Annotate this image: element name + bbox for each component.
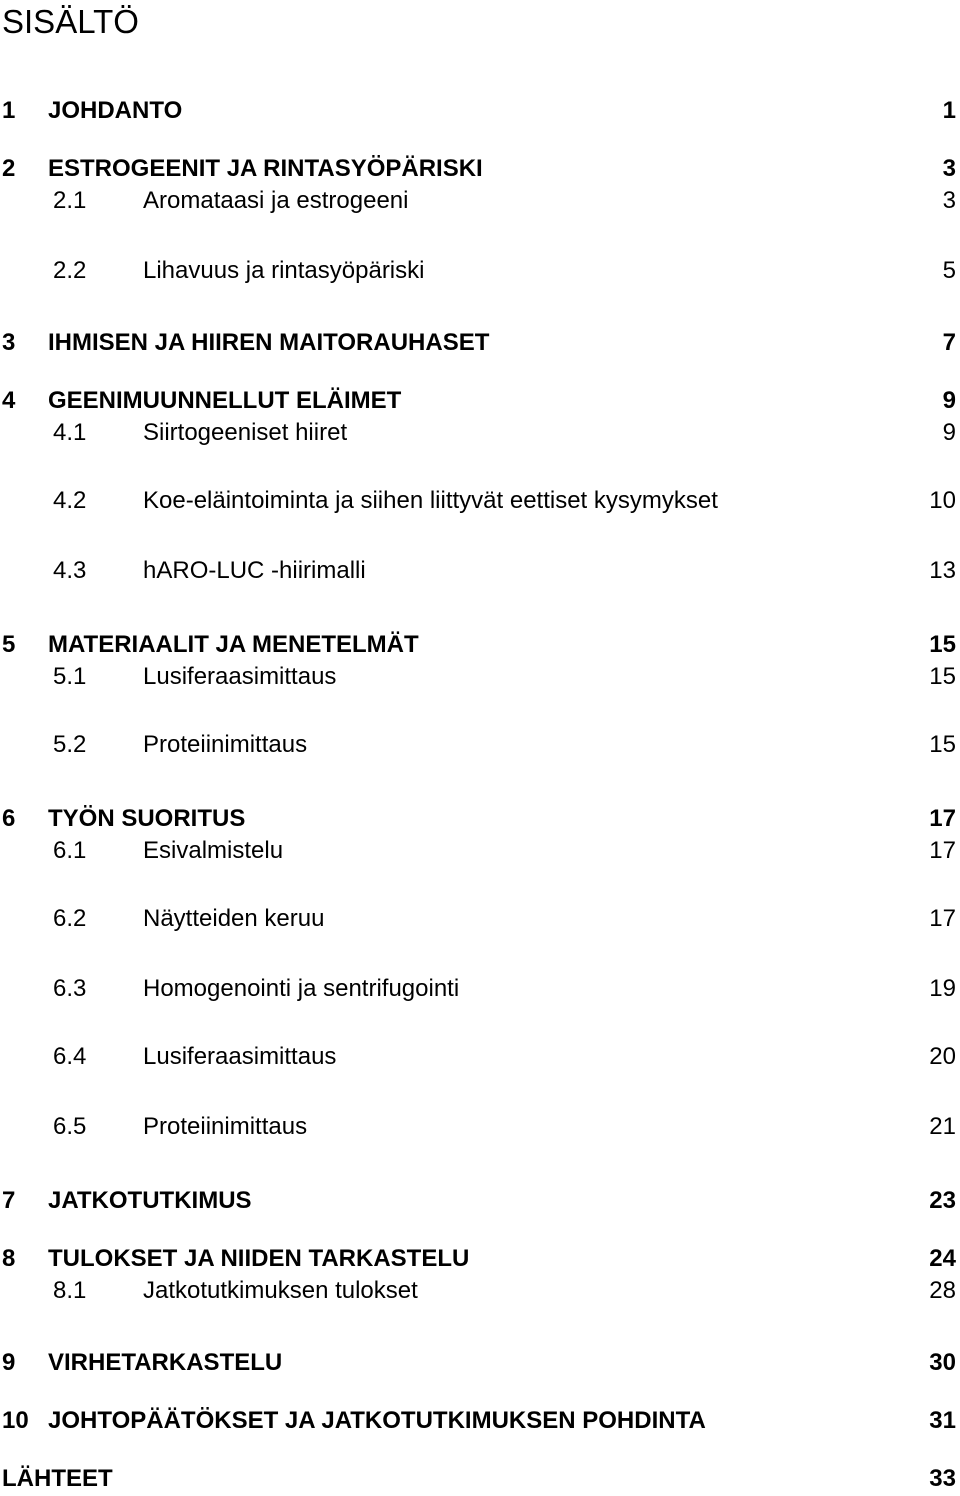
toc-entry-page-number: 17 bbox=[929, 805, 956, 832]
toc-entry-title: JOHDANTO bbox=[48, 97, 183, 124]
toc-entry-title: JATKOTUTKIMUS bbox=[48, 1187, 252, 1214]
toc-entry-number: 2.2 bbox=[53, 257, 87, 284]
toc-entry-title: hARO-LUC -hiirimalli bbox=[143, 557, 366, 584]
toc-entry-title: LÄHTEET bbox=[2, 1465, 113, 1492]
toc-entry-title: Jatkotutkimuksen tulokset bbox=[143, 1277, 418, 1304]
toc-entry-number: 4.1 bbox=[53, 419, 87, 446]
toc-entry-page-number: 15 bbox=[929, 663, 956, 690]
toc-entry-page-number: 28 bbox=[929, 1277, 956, 1304]
toc-entry-page-number: 15 bbox=[929, 731, 956, 758]
toc-entry-number: 5 bbox=[2, 631, 16, 658]
toc-entry-title: Koe-eläintoiminta ja siihen liittyvät eettiset kysymykset bbox=[143, 487, 718, 514]
toc-entry-page-number: 19 bbox=[929, 975, 956, 1002]
toc-entry-page-number: 31 bbox=[929, 1407, 956, 1434]
toc-chapter-entry[interactable] bbox=[0, 326, 956, 360]
toc-entry-title: Esivalmistelu bbox=[143, 837, 284, 864]
toc-entry-title: TYÖN SUORITUS bbox=[48, 805, 246, 832]
toc-entry-page-number: 20 bbox=[929, 1043, 956, 1070]
toc-entry-title: Näytteiden keruu bbox=[143, 905, 325, 932]
toc-section-entry[interactable] bbox=[0, 1040, 956, 1074]
toc-chapter-entry[interactable] bbox=[0, 1242, 956, 1276]
toc-entry-number: 7 bbox=[2, 1187, 16, 1214]
toc-entry-title: Proteiinimittaus bbox=[143, 1113, 308, 1140]
toc-entry-number: 3 bbox=[2, 329, 16, 356]
toc-entry-title: Lusiferaasimittaus bbox=[143, 1043, 337, 1070]
toc-entry-number: 8 bbox=[2, 1245, 16, 1272]
toc-entry-title: Lihavuus ja rintasyöpäriski bbox=[143, 257, 425, 284]
toc-entry-page-number: 21 bbox=[929, 1113, 956, 1140]
toc-entry-number: 4.3 bbox=[53, 557, 87, 584]
toc-entry-number: 1 bbox=[2, 97, 16, 124]
toc-entry-page-number: 1 bbox=[942, 97, 956, 124]
toc-entry-title: Homogenointi ja sentrifugointi bbox=[143, 975, 460, 1002]
toc-entry-number: 6.1 bbox=[53, 837, 87, 864]
toc-chapter-entry[interactable] bbox=[0, 1184, 956, 1218]
toc-section-entry[interactable] bbox=[0, 728, 956, 762]
toc-entry-title: MATERIAALIT JA MENETELMÄT bbox=[48, 631, 419, 658]
toc-section-entry[interactable] bbox=[0, 184, 956, 218]
toc-entry-number: 2 bbox=[2, 155, 16, 182]
toc-section-entry[interactable] bbox=[0, 416, 956, 450]
toc-entry-number: 4.2 bbox=[53, 487, 87, 514]
toc-section-entry[interactable] bbox=[0, 834, 956, 868]
toc-entry-number: 6 bbox=[2, 805, 16, 832]
toc-entry-page-number: 9 bbox=[942, 387, 956, 414]
toc-chapter-entry[interactable] bbox=[0, 628, 956, 662]
toc-entry-number: 4 bbox=[2, 387, 16, 414]
toc-section-entry[interactable] bbox=[0, 554, 956, 588]
toc-section-entry[interactable] bbox=[0, 254, 956, 288]
page-title: SISÄLTÖ bbox=[2, 3, 139, 40]
toc-entry-number: 6.5 bbox=[53, 1113, 87, 1140]
toc-section-entry[interactable] bbox=[0, 902, 956, 936]
toc-entry-number: 10 bbox=[2, 1407, 29, 1434]
toc-entry-page-number: 7 bbox=[942, 329, 956, 356]
toc-entry-title: IHMISEN JA HIIREN MAITORAUHASET bbox=[48, 329, 490, 356]
toc-chapter-entry[interactable] bbox=[0, 1404, 956, 1438]
toc-section-entry[interactable] bbox=[0, 972, 956, 1006]
toc-entry-page-number: 5 bbox=[942, 257, 956, 284]
toc-entry-number: 5.1 bbox=[53, 663, 87, 690]
toc-entry-number: 6.3 bbox=[53, 975, 87, 1002]
toc-entry-page-number: 15 bbox=[929, 631, 956, 658]
toc-entry-page-number: 10 bbox=[929, 487, 956, 514]
toc-section-entry[interactable] bbox=[0, 1274, 956, 1308]
toc-section-entry[interactable] bbox=[0, 484, 956, 518]
toc-entry-page-number: 17 bbox=[929, 837, 956, 864]
toc-entry-title: Lusiferaasimittaus bbox=[143, 663, 337, 690]
toc-entry-page-number: 33 bbox=[929, 1465, 956, 1492]
toc-entry-title: JOHTOPÄÄTÖKSET JA JATKOTUTKIMUKSEN POHDINTA bbox=[48, 1407, 706, 1434]
toc-section-entry[interactable] bbox=[0, 1110, 956, 1144]
toc-entry-title: Proteiinimittaus bbox=[143, 731, 308, 758]
toc-entry-title: ESTROGEENIT JA RINTASYÖPÄRISKI bbox=[48, 155, 483, 182]
toc-entry-number: 2.1 bbox=[53, 187, 87, 214]
toc-entry-page-number: 13 bbox=[929, 557, 956, 584]
toc-entry-title: TULOKSET JA NIIDEN TARKASTELU bbox=[48, 1245, 470, 1272]
toc-entry-title: Siirtogeeniset hiiret bbox=[143, 419, 348, 446]
toc-entry-page-number: 3 bbox=[942, 187, 956, 214]
toc-entry-page-number: 24 bbox=[929, 1245, 956, 1272]
toc-entry-page-number: 9 bbox=[942, 419, 956, 446]
toc-chapter-entry[interactable] bbox=[0, 1462, 956, 1496]
toc-section-entry[interactable] bbox=[0, 660, 956, 694]
toc-entry-title: VIRHETARKASTELU bbox=[48, 1349, 283, 1376]
toc-entry-page-number: 30 bbox=[929, 1349, 956, 1376]
toc-chapter-entry[interactable] bbox=[0, 152, 956, 186]
toc-entry-number: 9 bbox=[2, 1349, 16, 1376]
toc-chapter-entry[interactable] bbox=[0, 384, 956, 418]
toc-chapter-entry[interactable] bbox=[0, 802, 956, 836]
toc-entry-number: 8.1 bbox=[53, 1277, 87, 1304]
toc-entry-page-number: 23 bbox=[929, 1187, 956, 1214]
toc-entry-number: 5.2 bbox=[53, 731, 87, 758]
toc-entry-title: Aromataasi ja estrogeeni bbox=[143, 187, 409, 214]
toc-chapter-entry[interactable] bbox=[0, 94, 956, 128]
toc-entry-number: 6.2 bbox=[53, 905, 87, 932]
toc-entry-number: 6.4 bbox=[53, 1043, 87, 1070]
toc-entry-title: GEENIMUUNNELLUT ELÄIMET bbox=[48, 387, 402, 414]
toc-entry-page-number: 17 bbox=[929, 905, 956, 932]
toc-entry-page-number: 3 bbox=[942, 155, 956, 182]
toc-chapter-entry[interactable] bbox=[0, 1346, 956, 1380]
